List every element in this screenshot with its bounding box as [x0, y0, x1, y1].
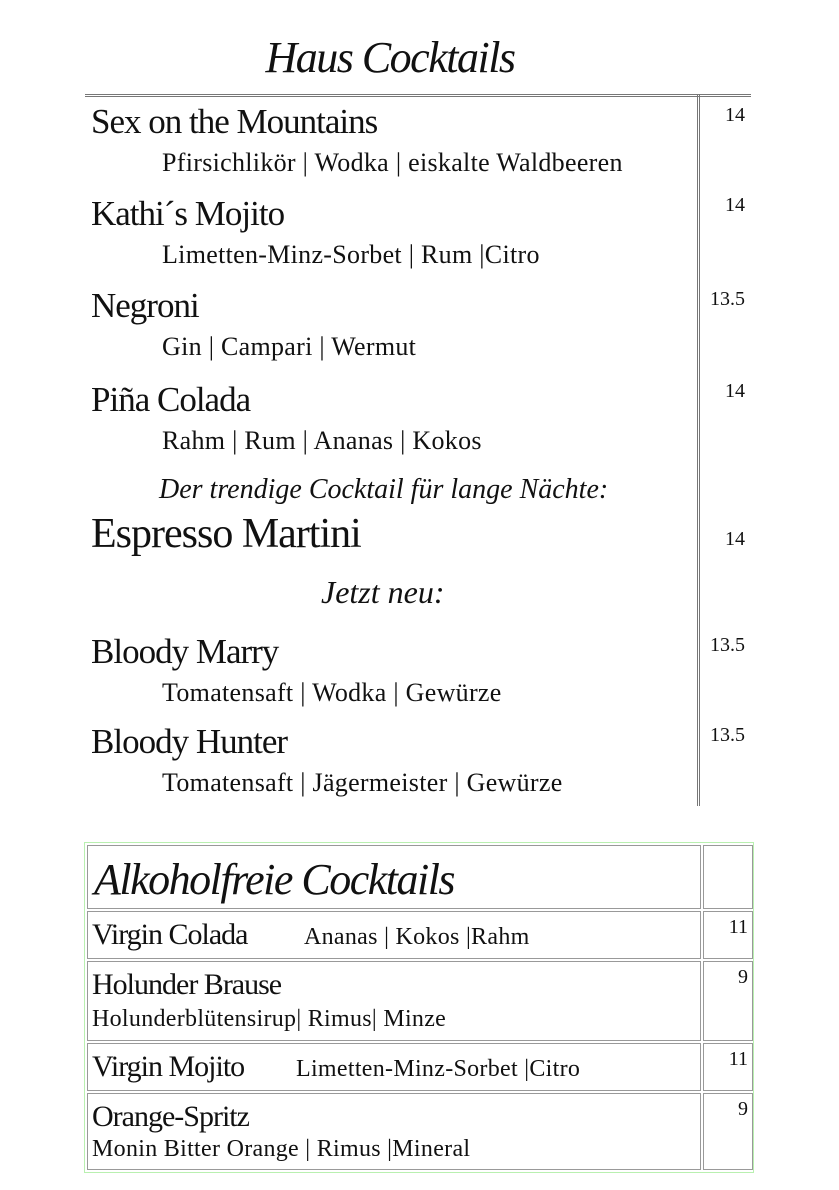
item-price: 9: [738, 966, 748, 988]
table-row: [87, 911, 751, 959]
item-name: Bloody Hunter: [91, 722, 288, 761]
item-name: Holunder Brause: [92, 968, 282, 1001]
nonalcoholic-cocktails-section: [84, 842, 754, 1173]
name-cell: [87, 911, 701, 959]
name-cell: [87, 845, 701, 909]
item-name: Espresso Martini: [91, 511, 361, 557]
item-description: Pfirsichlikör | Wodka | eiskalte Waldbeeren: [162, 148, 623, 177]
item-description: Ananas | Kokos |Rahm: [304, 924, 530, 950]
item-price: 14: [725, 380, 745, 402]
new-tagline: Jetzt neu:: [321, 574, 445, 610]
item-name: Piña Colada: [91, 380, 251, 419]
item-name: Virgin Colada: [92, 918, 248, 951]
item-price: 11: [728, 916, 748, 938]
item-description: Holunderblütensirup| Rimus| Minze: [92, 1006, 447, 1032]
price-cell: [703, 961, 753, 1041]
price-cell: [703, 1093, 753, 1170]
item-description: Monin Bitter Orange | Rimus |Mineral: [92, 1136, 471, 1162]
name-cell: [87, 1043, 701, 1091]
item-description: Gin | Campari | Wermut: [162, 332, 417, 361]
item-name: Bloody Marry: [91, 632, 279, 671]
table-row: [87, 1043, 751, 1091]
table-row: [87, 961, 751, 1041]
name-cell: [87, 1093, 701, 1170]
item-price: 11: [728, 1048, 748, 1070]
item-name: Orange-Spritz: [92, 1100, 249, 1133]
item-description: Tomatensaft | Jägermeister | Gewürze: [162, 768, 563, 797]
item-price: 14: [725, 528, 745, 550]
nonalcoholic-title: Alkoholfreie Cocktails: [94, 855, 455, 904]
item-name: Kathi´s Mojito: [91, 194, 285, 233]
house-cocktails-title: Haus Cocktails: [265, 33, 515, 82]
name-cell: [87, 961, 701, 1041]
item-price: 13.5: [710, 288, 745, 310]
house-cocktails-section: [85, 94, 751, 806]
table-row: [87, 845, 751, 909]
item-name: Negroni: [91, 286, 199, 325]
price-cell: [703, 911, 753, 959]
trend-tagline: Der trendige Cocktail für lange Nächte:: [159, 474, 609, 505]
item-description: Tomatensaft | Wodka | Gewürze: [162, 678, 502, 707]
table-row: [87, 1093, 751, 1170]
item-name: Sex on the Mountains: [91, 102, 378, 141]
item-price: 9: [738, 1098, 748, 1120]
price-cell: [703, 1043, 753, 1091]
item-name: Virgin Mojito: [92, 1050, 245, 1083]
top-divider: [85, 94, 751, 97]
item-price: 14: [725, 194, 745, 216]
price-cell: [703, 845, 753, 909]
item-price: 13.5: [710, 634, 745, 656]
item-description: Limetten-Minz-Sorbet | Rum |Citro: [162, 240, 540, 269]
item-price: 13.5: [710, 724, 745, 746]
item-description: Limetten-Minz-Sorbet |Citro: [296, 1056, 581, 1082]
item-price: 14: [725, 104, 745, 126]
item-description: Rahm | Rum | Ananas | Kokos: [162, 426, 482, 455]
